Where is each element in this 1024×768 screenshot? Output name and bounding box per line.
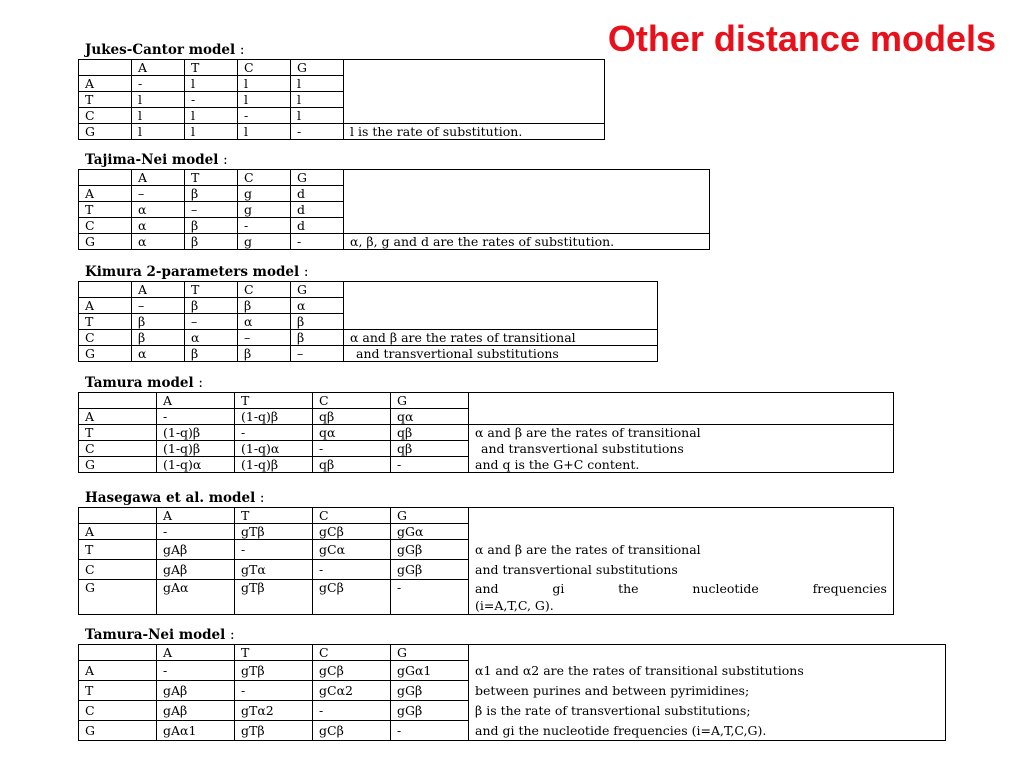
table-cell: qβ xyxy=(391,441,469,457)
table-cell: gTα2 xyxy=(235,701,313,721)
row-header: A xyxy=(79,298,132,314)
table-cell: gGα xyxy=(391,524,469,540)
table-cell: qβ xyxy=(313,457,391,473)
row-header: G xyxy=(79,234,132,250)
row-header: C xyxy=(79,441,157,457)
note-cell xyxy=(344,298,658,314)
tajima-nei-model-name xyxy=(85,152,228,168)
table-cell: β xyxy=(291,314,344,330)
table-row xyxy=(79,92,605,108)
table-cell: α xyxy=(132,234,185,250)
table-cell: l xyxy=(291,108,344,124)
jukes-cantor-model-name xyxy=(85,42,244,58)
kimura-note-line-1: α and β are the rates of transitional xyxy=(344,330,658,346)
note-word: gi xyxy=(552,580,565,596)
header-corner xyxy=(79,508,157,524)
table-cell: gAβ xyxy=(157,540,235,560)
table-cell: gGβ xyxy=(391,701,469,721)
table-row xyxy=(79,298,658,314)
table-cell: β xyxy=(238,346,291,362)
row-header: G xyxy=(79,721,157,741)
table-row xyxy=(79,540,894,560)
table-cell: - xyxy=(391,580,469,615)
table-cell: l xyxy=(185,124,238,140)
tamura-nei-note-line-3: β is the rate of transvertional substitutions; xyxy=(469,701,946,721)
row-header: T xyxy=(79,681,157,701)
table-cell: gTβ xyxy=(235,721,313,741)
note-cell xyxy=(344,314,658,330)
table-row xyxy=(79,457,894,473)
table-cell: - xyxy=(313,560,391,580)
table-cell: β xyxy=(185,186,238,202)
column-header: G xyxy=(291,282,344,298)
tamura-note-line-1: α and β are the rates of transitional xyxy=(469,425,894,441)
note-cell xyxy=(344,108,605,124)
table-cell: α xyxy=(291,298,344,314)
column-header: A xyxy=(132,170,185,186)
table-row xyxy=(79,330,658,346)
table-cell: α xyxy=(238,314,291,330)
table-cell: qα xyxy=(391,409,469,425)
note-cell xyxy=(344,202,710,218)
table-cell: (1-q)α xyxy=(157,457,235,473)
column-header: C xyxy=(238,170,291,186)
note-cell xyxy=(469,524,894,540)
table-cell: qβ xyxy=(391,425,469,441)
column-header: C xyxy=(238,282,291,298)
tamura-nei-note-line-1: α1 and α2 are the rates of transitional substitutions xyxy=(469,661,946,681)
table-cell: α xyxy=(132,218,185,234)
tamura-nei-model-name xyxy=(85,627,235,643)
table-cell: - xyxy=(291,234,344,250)
table-cell: gTβ xyxy=(235,580,313,615)
note-cell xyxy=(344,60,605,76)
table-cell: g xyxy=(238,186,291,202)
note-cell xyxy=(469,645,946,661)
header-corner xyxy=(79,645,157,661)
column-header: A xyxy=(157,508,235,524)
table-cell: - xyxy=(157,524,235,540)
hasegawa-table xyxy=(78,507,894,615)
note-word: the xyxy=(618,580,639,596)
row-header: C xyxy=(79,330,132,346)
table-cell: qα xyxy=(313,425,391,441)
table-cell: - xyxy=(391,721,469,741)
row-header: C xyxy=(79,108,132,124)
row-header: A xyxy=(79,524,157,540)
row-header: G xyxy=(79,580,157,615)
tamura-table xyxy=(78,392,894,473)
hasegawa-note-last xyxy=(469,580,894,615)
table-cell: - xyxy=(238,108,291,124)
tajima-nei-table xyxy=(78,169,710,250)
row-header: C xyxy=(79,701,157,721)
tamura-nei-note-line-4: and gi the nucleotide frequencies (i=A,T,C,G). xyxy=(469,721,946,741)
column-header: G xyxy=(391,645,469,661)
column-header: C xyxy=(313,508,391,524)
table-cell: gCα xyxy=(313,540,391,560)
table-row xyxy=(79,681,946,701)
row-header: A xyxy=(79,661,157,681)
table-cell: gGα1 xyxy=(391,661,469,681)
table-cell: (1-q)β xyxy=(157,441,235,457)
table-header-row xyxy=(79,645,946,661)
table-cell: α xyxy=(132,202,185,218)
table-cell: β xyxy=(185,218,238,234)
kimura-table xyxy=(78,281,658,362)
table-header-row xyxy=(79,282,658,298)
row-header: G xyxy=(79,124,132,140)
table-cell: - xyxy=(235,425,313,441)
table-cell: β xyxy=(238,298,291,314)
column-header: G xyxy=(291,60,344,76)
note-word: and xyxy=(475,580,499,596)
hasegawa-note-line-1: α and β are the rates of transitional xyxy=(469,540,894,560)
table-cell: (1-q)β xyxy=(235,457,313,473)
tamura-label: Tamura model xyxy=(85,375,194,391)
row-header: A xyxy=(79,76,132,92)
column-header: A xyxy=(132,60,185,76)
table-cell: gAβ xyxy=(157,681,235,701)
column-header: G xyxy=(391,508,469,524)
table-cell: d xyxy=(291,202,344,218)
hasegawa-note-line-2: and transvertional substitutions xyxy=(469,560,894,580)
note-cell xyxy=(344,282,658,298)
colon: : xyxy=(223,152,228,168)
table-cell: d xyxy=(291,186,344,202)
column-header: T xyxy=(235,508,313,524)
note-cell xyxy=(344,76,605,92)
table-cell: - xyxy=(235,540,313,560)
column-header: G xyxy=(391,393,469,409)
table-cell: - xyxy=(235,681,313,701)
table-cell: (1-q)β xyxy=(157,425,235,441)
table-cell: - xyxy=(313,701,391,721)
table-cell: - xyxy=(157,409,235,425)
table-cell: d xyxy=(291,218,344,234)
column-header: T xyxy=(185,282,238,298)
table-cell: l xyxy=(238,76,291,92)
table-row xyxy=(79,580,894,615)
table-row xyxy=(79,218,710,234)
column-header: C xyxy=(313,393,391,409)
table-cell: - xyxy=(157,661,235,681)
table-cell: - xyxy=(238,218,291,234)
row-header: A xyxy=(79,186,132,202)
column-header: G xyxy=(291,170,344,186)
table-cell: gGβ xyxy=(391,560,469,580)
note-word: nucleotide xyxy=(692,580,759,596)
tamura-nei-label: Tamura-Nei model xyxy=(85,627,226,643)
table-row xyxy=(79,560,894,580)
colon: : xyxy=(303,264,309,280)
note-cell xyxy=(344,186,710,202)
colon: : xyxy=(198,375,203,391)
colon: : xyxy=(229,627,235,643)
table-cell: qβ xyxy=(313,409,391,425)
table-cell: gTβ xyxy=(235,661,313,681)
table-row xyxy=(79,314,658,330)
row-header: T xyxy=(79,202,132,218)
tamura-model-name xyxy=(85,375,203,391)
table-cell: – xyxy=(132,298,185,314)
table-cell: gTβ xyxy=(235,524,313,540)
table-row xyxy=(79,721,946,741)
header-corner xyxy=(79,282,132,298)
table-row xyxy=(79,124,605,140)
table-cell: - xyxy=(313,441,391,457)
table-cell: (1-q)α xyxy=(235,441,313,457)
row-header: A xyxy=(79,409,157,425)
table-row xyxy=(79,186,710,202)
table-header-row xyxy=(79,60,605,76)
table-header-row xyxy=(79,508,894,524)
table-cell: - xyxy=(291,124,344,140)
table-cell: gCβ xyxy=(313,721,391,741)
table-cell: gAβ xyxy=(157,701,235,721)
tamura-note-line-2: and transvertional substitutions xyxy=(469,441,894,457)
table-cell: l xyxy=(132,108,185,124)
table-row xyxy=(79,108,605,124)
note-cell xyxy=(469,393,894,409)
table-row xyxy=(79,346,658,362)
table-cell: g xyxy=(238,202,291,218)
table-cell: gAα1 xyxy=(157,721,235,741)
table-cell: gAα xyxy=(157,580,235,615)
table-cell: gTα xyxy=(235,560,313,580)
table-cell: - xyxy=(132,76,185,92)
column-header: T xyxy=(235,393,313,409)
table-cell: β xyxy=(185,346,238,362)
hasegawa-label: Hasegawa et al. model xyxy=(85,490,256,506)
kimura-label: Kimura 2-parameters model xyxy=(85,264,300,280)
table-row xyxy=(79,661,946,681)
slide-title: Other distance models xyxy=(607,18,996,59)
table-row xyxy=(79,76,605,92)
table-cell: - xyxy=(185,92,238,108)
jukes-cantor-note: l is the rate of substitution. xyxy=(344,124,605,140)
table-cell: gGβ xyxy=(391,681,469,701)
row-header: C xyxy=(79,218,132,234)
table-cell: – xyxy=(291,346,344,362)
row-header: C xyxy=(79,560,157,580)
table-cell: – xyxy=(185,202,238,218)
table-cell: gCβ xyxy=(313,524,391,540)
table-cell: gAβ xyxy=(157,560,235,580)
tamura-nei-table xyxy=(78,644,946,741)
column-header: T xyxy=(185,170,238,186)
table-cell: l xyxy=(132,92,185,108)
row-header: G xyxy=(79,346,132,362)
justified-line xyxy=(475,580,887,597)
note-cell xyxy=(469,508,894,524)
kimura-note-line-2: and transvertional substitutions xyxy=(344,346,658,362)
table-header-row xyxy=(79,170,710,186)
note-cell xyxy=(344,92,605,108)
table-cell: – xyxy=(132,186,185,202)
row-header: T xyxy=(79,92,132,108)
table-cell: gCα2 xyxy=(313,681,391,701)
table-cell: l xyxy=(291,92,344,108)
column-header: A xyxy=(157,393,235,409)
table-cell: α xyxy=(132,346,185,362)
column-header: C xyxy=(313,645,391,661)
row-header: T xyxy=(79,314,132,330)
table-cell: gCβ xyxy=(313,580,391,615)
table-cell: l xyxy=(238,92,291,108)
tamura-note-line-3: and q is the G+C content. xyxy=(469,457,894,473)
column-header: C xyxy=(238,60,291,76)
column-header: T xyxy=(185,60,238,76)
table-row xyxy=(79,524,894,540)
table-row xyxy=(79,234,710,250)
table-cell: β xyxy=(132,330,185,346)
table-cell: l xyxy=(291,76,344,92)
colon: : xyxy=(259,490,265,506)
table-cell: l xyxy=(185,76,238,92)
note-word: frequencies xyxy=(812,580,887,596)
row-header: G xyxy=(79,457,157,473)
table-cell: l xyxy=(185,108,238,124)
table-cell: l xyxy=(238,124,291,140)
kimura-model-name xyxy=(85,264,308,280)
row-header: T xyxy=(79,540,157,560)
header-corner xyxy=(79,170,132,186)
table-cell: g xyxy=(238,234,291,250)
table-cell: – xyxy=(185,314,238,330)
jukes-cantor-table xyxy=(78,59,605,140)
table-cell: β xyxy=(185,298,238,314)
table-cell: - xyxy=(391,457,469,473)
table-cell: gCβ xyxy=(313,661,391,681)
tamura-nei-note-line-2: between purines and between pyrimidines; xyxy=(469,681,946,701)
table-cell: β xyxy=(185,234,238,250)
note-cell xyxy=(469,409,894,425)
note-cell xyxy=(344,170,710,186)
table-row xyxy=(79,202,710,218)
table-row xyxy=(79,441,894,457)
table-cell: gGβ xyxy=(391,540,469,560)
table-row xyxy=(79,409,894,425)
header-corner xyxy=(79,60,132,76)
tajima-nei-label: Tajima-Nei model xyxy=(85,152,219,168)
row-header: T xyxy=(79,425,157,441)
table-cell: β xyxy=(132,314,185,330)
column-header: A xyxy=(157,645,235,661)
tajima-nei-note: α, β, g and d are the rates of substitution. xyxy=(344,234,710,250)
table-cell: β xyxy=(291,330,344,346)
table-header-row xyxy=(79,393,894,409)
table-cell: (1-q)β xyxy=(235,409,313,425)
note-cell xyxy=(344,218,710,234)
table-row xyxy=(79,425,894,441)
column-header: A xyxy=(132,282,185,298)
table-cell: α xyxy=(185,330,238,346)
hasegawa-note-line-4: (i=A,T,C, G). xyxy=(475,597,554,613)
colon: : xyxy=(239,42,245,58)
column-header: T xyxy=(235,645,313,661)
table-cell: l xyxy=(132,124,185,140)
hasegawa-model-name xyxy=(85,490,264,506)
table-cell: – xyxy=(238,330,291,346)
jukes-cantor-label: Jukes-Cantor model xyxy=(85,42,236,58)
table-row xyxy=(79,701,946,721)
header-corner xyxy=(79,393,157,409)
